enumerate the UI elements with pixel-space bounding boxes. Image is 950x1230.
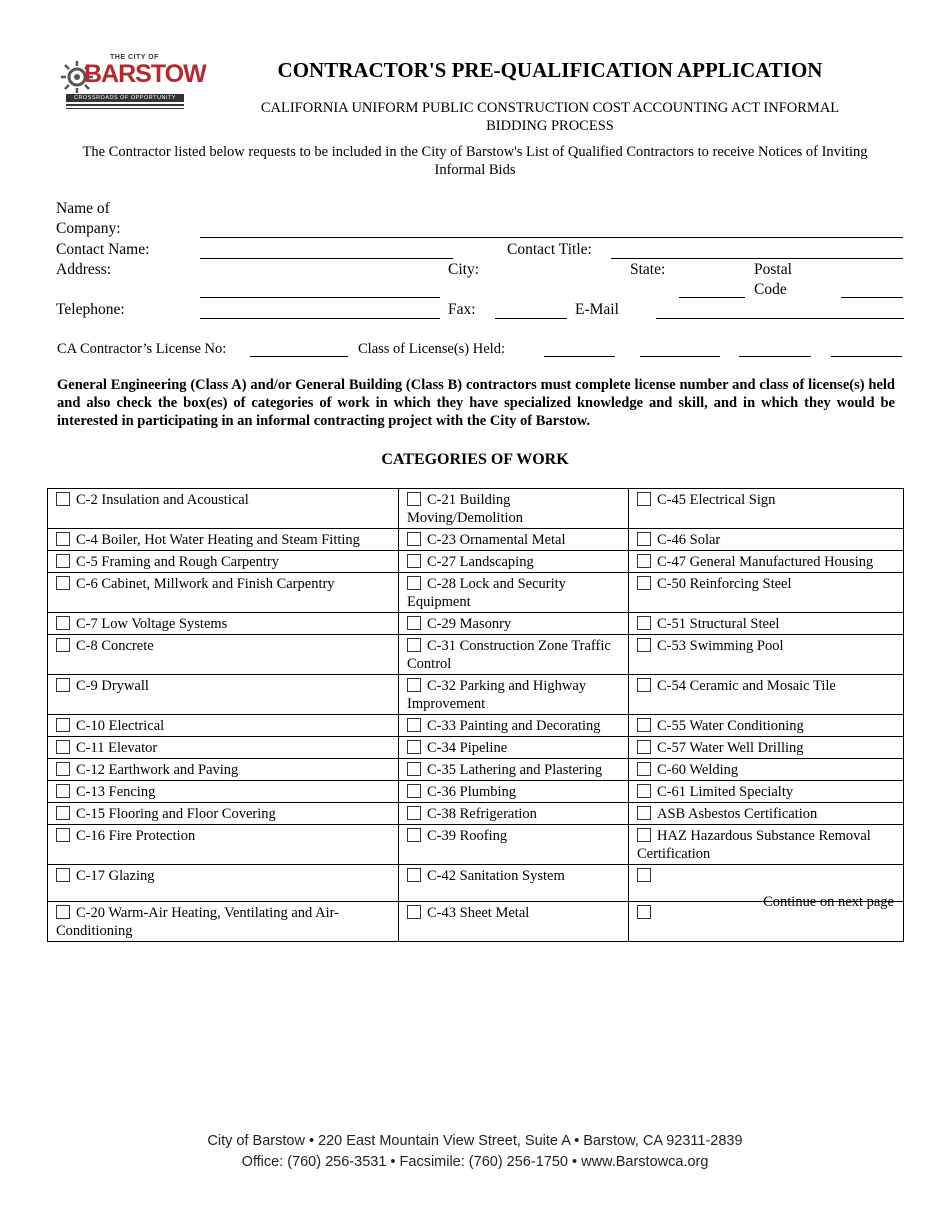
category-checkbox[interactable] (407, 554, 421, 568)
category-cell (629, 573, 904, 613)
category-checkbox[interactable] (56, 576, 70, 590)
category-row (48, 759, 904, 781)
category-cell (629, 737, 904, 759)
category-checkbox[interactable] (407, 678, 421, 692)
page-subtitle: CALIFORNIA UNIFORM PUBLIC CONSTRUCTION COST ACCOUNTING ACT INFORMAL BIDDING PROCESS (260, 100, 840, 134)
continue-note: Continue on next page (763, 894, 894, 910)
category-row (48, 825, 904, 865)
intro-paragraph: The Contractor listed below requests to be included in the City of Barstow's List of Qualified Contractors to receive Notices of Inviting Informal Bids (82, 144, 868, 178)
category-checkbox[interactable] (637, 905, 651, 919)
address-field[interactable] (200, 297, 440, 298)
category-label: C-8 Concrete (76, 638, 154, 654)
category-cell (399, 803, 629, 825)
category-checkbox[interactable] (407, 532, 421, 546)
category-cell (399, 902, 629, 942)
license-number-label: CA Contractor’s License No: (57, 341, 227, 357)
category-checkbox[interactable] (637, 616, 651, 630)
category-cell (629, 825, 904, 865)
category-checkbox[interactable] (407, 576, 421, 590)
category-label: C-13 Fencing (76, 784, 156, 800)
category-checkbox[interactable] (56, 616, 70, 630)
license-class-field-4[interactable] (831, 356, 902, 357)
category-label: C-36 Plumbing (427, 784, 517, 800)
category-checkbox[interactable] (637, 806, 651, 820)
category-checkbox[interactable] (56, 828, 70, 842)
category-cell (629, 613, 904, 635)
page-title: CONTRACTOR'S PRE-QUALIFICATION APPLICATION (277, 58, 823, 82)
categories-title: CATEGORIES OF WORK (381, 451, 569, 468)
logo-small-text: THE CITY OF (110, 54, 159, 61)
category-label: C-5 Framing and Rough Carpentry (76, 554, 279, 570)
category-cell (399, 529, 629, 551)
license-class-field-3[interactable] (739, 356, 811, 357)
category-label: C-46 Solar (657, 532, 721, 548)
category-cell (48, 675, 399, 715)
category-cell (629, 759, 904, 781)
email-label: E-Mail (575, 301, 619, 318)
category-cell (48, 551, 399, 573)
address-label: Address: (56, 261, 112, 278)
company-label: Name of Company: (56, 200, 121, 237)
category-checkbox[interactable] (637, 868, 651, 882)
category-checkbox[interactable] (407, 762, 421, 776)
license-number-field[interactable] (250, 356, 348, 357)
category-cell (48, 781, 399, 803)
category-label: C-21 Building Moving/Demolition (407, 492, 523, 526)
category-cell (399, 573, 629, 613)
category-label: C-38 Refrigeration (427, 806, 537, 822)
category-cell (399, 759, 629, 781)
category-label: C-23 Ornamental Metal (427, 532, 566, 548)
category-cell (399, 825, 629, 865)
category-label: C-33 Painting and Decorating (427, 718, 601, 734)
category-checkbox[interactable] (407, 828, 421, 842)
category-checkbox[interactable] (407, 740, 421, 754)
category-label: C-4 Boiler, Hot Water Heating and Steam Fitting (76, 532, 360, 548)
category-label: C-11 Elevator (76, 740, 158, 756)
category-label: C-50 Reinforcing Steel (657, 576, 792, 592)
category-row (48, 675, 904, 715)
category-cell (48, 737, 399, 759)
category-checkbox[interactable] (407, 718, 421, 732)
category-label: HAZ Hazardous Substance Removal Certification (637, 828, 871, 862)
category-cell (48, 613, 399, 635)
category-cell (399, 865, 629, 902)
contact-name-field[interactable] (200, 258, 453, 259)
category-cell (629, 529, 904, 551)
category-row (48, 613, 904, 635)
category-checkbox[interactable] (56, 905, 70, 919)
postal-code-field[interactable] (841, 297, 903, 298)
category-label: C-42 Sanitation System (427, 868, 565, 884)
category-cell (48, 635, 399, 675)
category-row (48, 715, 904, 737)
category-label: C-53 Swimming Pool (657, 638, 784, 654)
category-checkbox[interactable] (407, 868, 421, 882)
license-class-field-2[interactable] (640, 356, 720, 357)
license-class-field-1[interactable] (544, 356, 615, 357)
category-label: C-9 Drywall (76, 678, 149, 694)
category-checkbox[interactable] (637, 554, 651, 568)
license-notice: General Engineering (Class A) and/or General Building (Class B) contractors must complete license number and class of license(s) held and also check the box(es) of categories of work in which they have specialized knowledge and skill, and in which they would be interested in participating in an informal contracting project with the City of Barstow. (57, 377, 895, 429)
category-label: C-31 Construction Zone Traffic Control (407, 638, 611, 672)
category-label: C-45 Electrical Sign (657, 492, 776, 508)
category-label: C-54 Ceramic and Mosaic Tile (657, 678, 836, 694)
category-label: ASB Asbestos Certification (657, 806, 818, 822)
category-cell (48, 902, 399, 942)
category-cell (629, 803, 904, 825)
category-checkbox[interactable] (56, 762, 70, 776)
categories-table (47, 488, 904, 942)
category-cell (48, 865, 399, 902)
category-checkbox[interactable] (637, 762, 651, 776)
category-cell (48, 825, 399, 865)
category-row (48, 529, 904, 551)
category-cell (629, 635, 904, 675)
category-checkbox[interactable] (56, 784, 70, 798)
category-checkbox[interactable] (407, 806, 421, 820)
category-checkbox[interactable] (56, 638, 70, 652)
category-checkbox[interactable] (637, 576, 651, 590)
category-cell (399, 635, 629, 675)
state-field[interactable] (679, 297, 745, 298)
category-label: C-10 Electrical (76, 718, 165, 734)
category-label: C-28 Lock and Security Equipment (407, 576, 566, 610)
category-cell (48, 759, 399, 781)
logo-main-text: BARSTOW (84, 60, 206, 88)
contact-name-label: Contact Name: (56, 241, 150, 258)
license-class-label: Class of License(s) Held: (358, 341, 505, 357)
category-label: C-16 Fire Protection (76, 828, 196, 844)
category-checkbox[interactable] (407, 638, 421, 652)
category-label: C-60 Welding (657, 762, 739, 778)
category-label: C-6 Cabinet, Millwork and Finish Carpentry (76, 576, 335, 592)
postal-code-label: Postal Code (754, 261, 792, 298)
footer-address: City of Barstow • 220 East Mountain View Street, Suite A • Barstow, CA 92311-2839 (207, 1133, 743, 1149)
category-checkbox[interactable] (407, 905, 421, 919)
state-label: State: (630, 261, 666, 278)
category-cell (629, 781, 904, 803)
category-cell (629, 715, 904, 737)
category-cell (399, 715, 629, 737)
category-cell (629, 675, 904, 715)
category-checkbox[interactable] (637, 532, 651, 546)
category-checkbox[interactable] (637, 784, 651, 798)
category-checkbox[interactable] (637, 492, 651, 506)
logo-tagline: CROSSROADS OF OPPORTUNITY (66, 94, 184, 102)
category-label: C-61 Limited Specialty (657, 784, 794, 800)
category-cell (399, 613, 629, 635)
category-label: C-43 Sheet Metal (427, 905, 530, 921)
category-checkbox[interactable] (56, 718, 70, 732)
logo-underline (66, 104, 184, 106)
category-checkbox[interactable] (407, 616, 421, 630)
category-cell (399, 551, 629, 573)
category-cell (629, 489, 904, 529)
category-checkbox[interactable] (56, 868, 70, 882)
category-label: C-32 Parking and Highway Improvement (407, 678, 587, 712)
category-checkbox[interactable] (637, 828, 651, 842)
category-label: C-51 Structural Steel (657, 616, 780, 632)
category-cell (629, 551, 904, 573)
category-label: C-39 Roofing (427, 828, 508, 844)
category-checkbox[interactable] (56, 532, 70, 546)
category-label: C-34 Pipeline (427, 740, 508, 756)
category-checkbox[interactable] (56, 554, 70, 568)
category-cell (48, 573, 399, 613)
category-cell (399, 781, 629, 803)
category-cell (48, 803, 399, 825)
category-label: C-12 Earthwork and Paving (76, 762, 239, 778)
category-checkbox[interactable] (56, 740, 70, 754)
category-row (48, 803, 904, 825)
category-cell (399, 489, 629, 529)
category-label: C-35 Lathering and Plastering (427, 762, 603, 778)
category-checkbox[interactable] (407, 492, 421, 506)
company-field[interactable] (200, 237, 903, 238)
category-cell (48, 715, 399, 737)
category-checkbox[interactable] (637, 718, 651, 732)
category-label: C-57 Water Well Drilling (657, 740, 804, 756)
category-row (48, 781, 904, 803)
contact-title-label: Contact Title: (507, 241, 592, 258)
city-label: City: (448, 261, 480, 278)
category-label: C-47 General Manufactured Housing (657, 554, 874, 570)
category-row (48, 635, 904, 675)
contact-title-field[interactable] (611, 258, 903, 259)
category-checkbox[interactable] (56, 678, 70, 692)
category-label: C-27 Landscaping (427, 554, 534, 570)
fax-field[interactable] (495, 318, 567, 319)
category-label: C-29 Masonry (427, 616, 512, 632)
category-row (48, 489, 904, 529)
category-cell (48, 529, 399, 551)
category-row (48, 551, 904, 573)
email-field[interactable] (656, 318, 904, 319)
telephone-field[interactable] (200, 318, 440, 319)
category-label: C-2 Insulation and Acoustical (76, 492, 249, 508)
category-cell (399, 675, 629, 715)
fax-label: Fax: (448, 301, 476, 318)
category-label: C-7 Low Voltage Systems (76, 616, 228, 632)
category-checkbox[interactable] (637, 678, 651, 692)
category-checkbox[interactable] (56, 806, 70, 820)
category-checkbox[interactable] (407, 784, 421, 798)
city-logo (58, 54, 206, 112)
logo-underline-2 (66, 108, 184, 109)
category-row (48, 573, 904, 613)
category-label: C-55 Water Conditioning (657, 718, 804, 734)
category-label: C-20 Warm-Air Heating, Ventilating and Air-Conditioning (56, 905, 339, 939)
category-cell (399, 737, 629, 759)
category-checkbox[interactable] (637, 638, 651, 652)
category-label: C-15 Flooring and Floor Covering (76, 806, 276, 822)
category-row (48, 737, 904, 759)
category-checkbox[interactable] (56, 492, 70, 506)
footer-contact: Office: (760) 256-3531 • Facsimile: (760) 256-1750 • www.Barstowca.org (241, 1154, 709, 1170)
category-cell (48, 489, 399, 529)
telephone-label: Telephone: (56, 301, 125, 318)
category-checkbox[interactable] (637, 740, 651, 754)
category-label: C-17 Glazing (76, 868, 155, 884)
